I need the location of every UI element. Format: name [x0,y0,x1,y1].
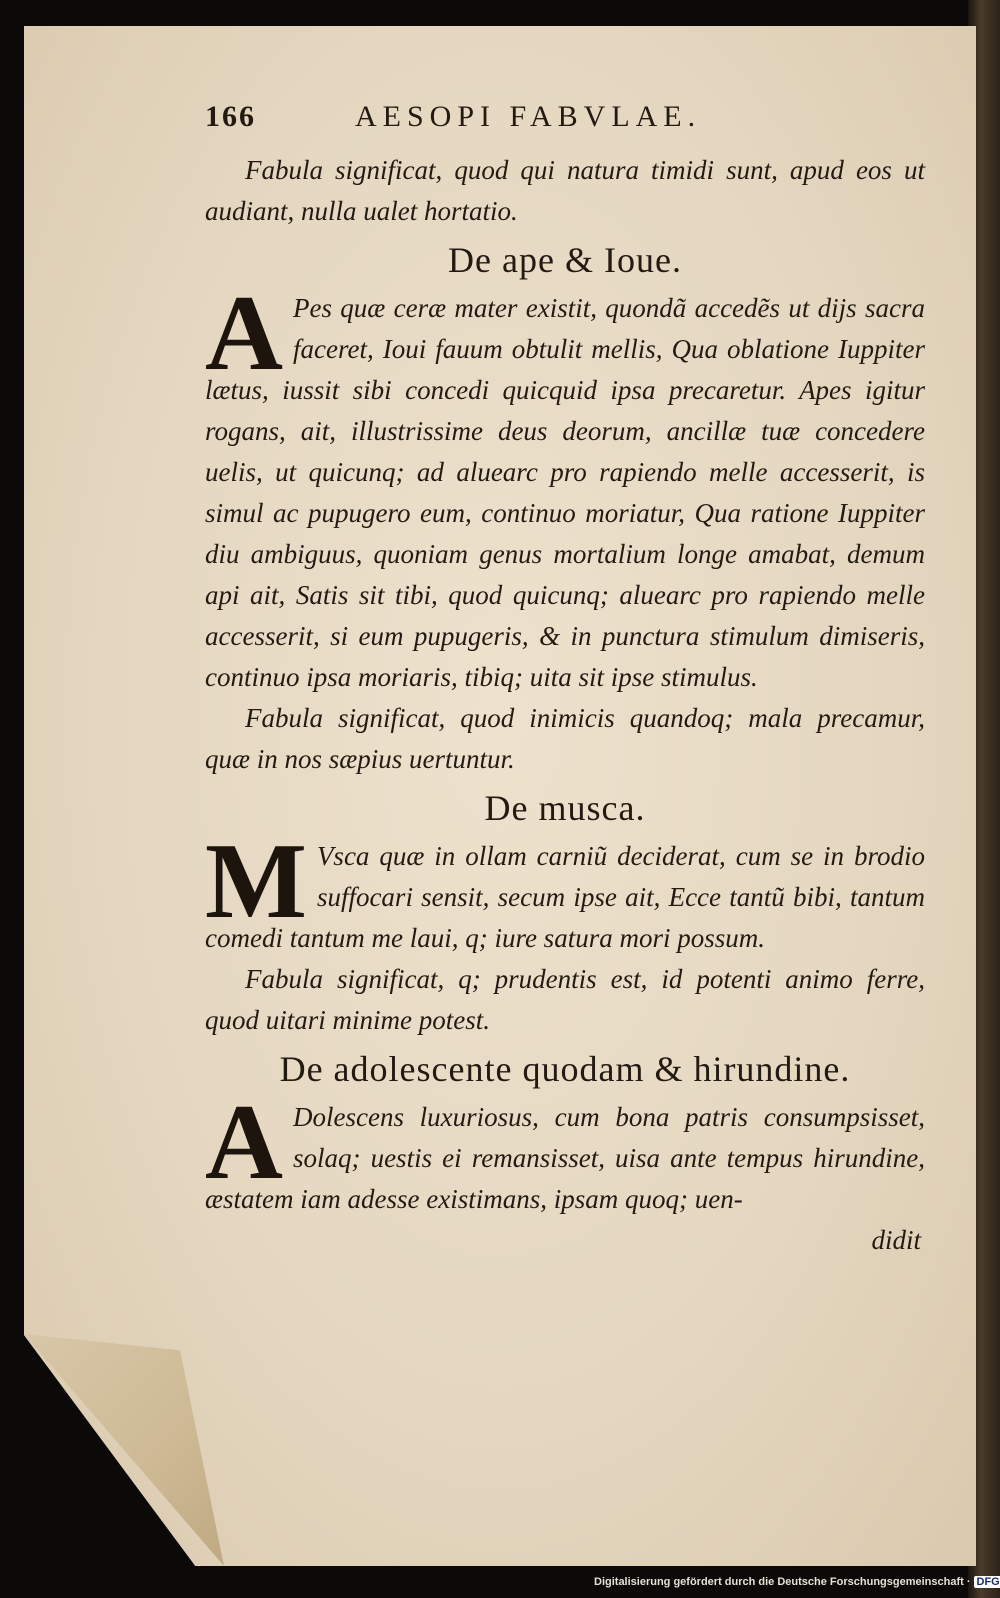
page-text-block [205,100,925,1260]
drop-cap-initial: A [205,274,283,393]
fable-title: De adolescente quodam & hirundine. [279,1049,851,1089]
fable-text: Dolescens luxuriosus, cum bona patris consumpsisset, solaq; uestis ei remansisset, uisa ante tempus hirundine, æstatem iam adesse existimans, ipsam quoq; uen- [205,1102,925,1214]
catchword: didit [871,1225,921,1255]
fable-youth-swallow [205,1045,925,1220]
digitization-credit [594,1576,1000,1594]
fable-moral: Fabula significat, q; prudentis est, id potenti animo ferre, quod uitari minime potest. [205,964,925,1035]
fable-bee-jupiter [205,236,925,780]
fable-moral: Fabula significat, quod inimicis quandoq; mala precamur, quæ in nos sæpius uertuntur. [205,703,925,774]
fable-body [205,274,925,698]
fable-fly [205,784,925,1041]
fable-title: De musca. [484,788,646,828]
dfg-logo: DFG [974,1576,1000,1588]
intro-moral: Fabula significat, quod qui natura timidi sunt, apud eos ut audiant, nulla ualet hortatio. [205,155,925,226]
drop-cap-initial: M [205,822,307,941]
fable-text: Vsca quæ in ollam carniũ deciderat, cum se in brodio suffocari sensit, secum ipse ait, Ecce tantũ bibi, tantum comedi tantum me laui, q; iure satura mori possum. [205,841,925,953]
fable-title: De ape & Ioue. [448,240,682,280]
credit-text: Digitalisierung gefördert durch die Deutsche Forschungsgemeinschaft · [594,1576,971,1588]
page-number: 166 [205,100,256,133]
page-header [205,100,925,150]
running-title: AESOPI FABVLAE. [355,100,702,133]
fable-body [205,822,925,959]
fable-body [205,1083,925,1220]
drop-cap-initial: A [205,1083,283,1202]
fable-text: Pes quæ ceræ mater existit, quondã accedẽs ut dijs sacra faceret, Ioui fauum obtulit mellis, Qua oblatione Iuppiter lætus, iussit sibi concedi quicquid ipsa precaretur. Apes igitur rogans, ait, illustrissime deus deorum, ancillæ tuæ concedere uelis, ut quicunq; ad aluearc pro rapiendo melle accesserit, is simul ac pupugero eum, continuo moriatur, Qua ratione Iuppiter diu ambiguus, quoniam genus mortalium longe amabat, demum api ait, Satis sit tibi, quod quicunq; aluearc pro rapiendo melle accesserit, si eum pupugeris, & in punctura stimulum dimiseris, continuo ipsa moriaris, tibiq; uita sit ipse stimulus. [205,293,925,692]
